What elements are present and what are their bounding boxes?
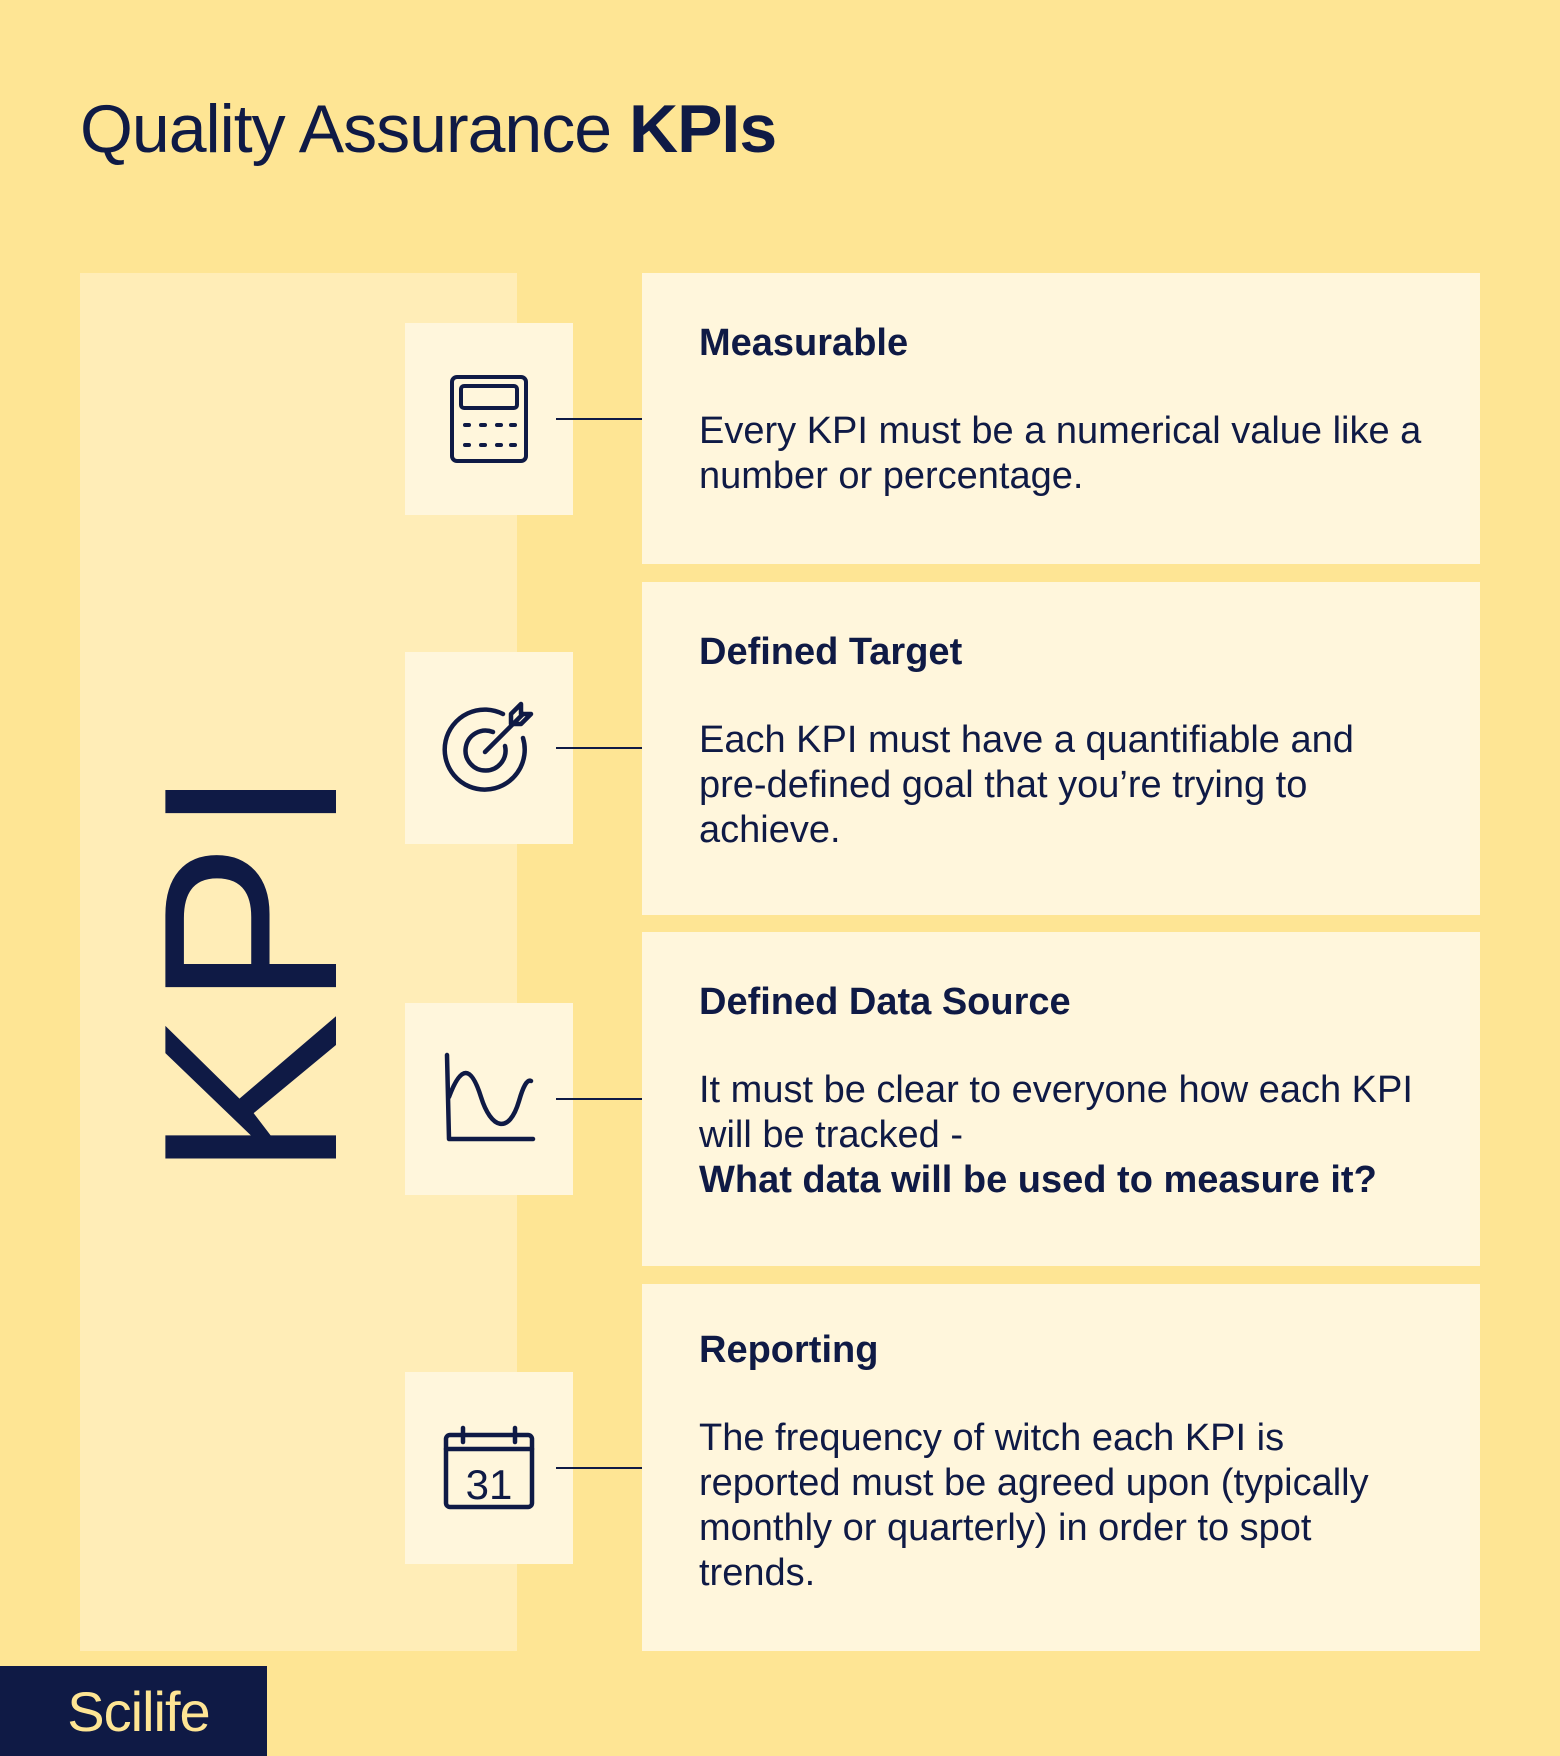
line-chart-icon xyxy=(441,1051,537,1147)
brand-logo: Scilife xyxy=(0,1666,267,1756)
card-title: Defined Target xyxy=(699,631,963,673)
card-body-text: Each KPI must have a quantifiable and pre-defined goal that you’re trying to achieve. xyxy=(699,718,1354,851)
card-body xyxy=(699,718,1424,853)
icon-box-data-source xyxy=(405,1003,573,1195)
card-measurable xyxy=(642,273,1480,564)
connector-line xyxy=(556,747,655,749)
card-defined-data-source xyxy=(642,932,1480,1266)
connector-line xyxy=(556,1098,655,1100)
card-body-text: Every KPI must be a numerical value like a number or percentage. xyxy=(699,409,1422,497)
calendar-day-number: 31 xyxy=(465,1461,513,1508)
calendar-icon xyxy=(441,1425,537,1511)
icon-box-measurable xyxy=(405,323,573,515)
title-bold: KPIs xyxy=(628,91,777,167)
target-icon xyxy=(441,700,537,796)
icon-box-defined-target xyxy=(405,652,573,844)
card-body-text: It must be clear to everyone how each KPI will be tracked - xyxy=(699,1068,1413,1156)
card-title: Reporting xyxy=(699,1329,879,1371)
card-title: Defined Data Source xyxy=(699,981,1071,1023)
connector-line xyxy=(556,418,655,420)
page-title xyxy=(80,90,776,168)
card-title: Measurable xyxy=(699,322,909,364)
kpi-vertical-label: KPI xyxy=(111,761,389,1179)
card-body-text: The frequency of witch each KPI is reported must be agreed upon (typically monthly or quarterly) in order to spot trends. xyxy=(699,1416,1369,1594)
card-body-question: What data will be used to measure it? xyxy=(699,1158,1377,1201)
title-regular: Quality Assurance xyxy=(80,91,612,167)
card-defined-target xyxy=(642,582,1480,915)
card-body xyxy=(699,409,1424,499)
card-reporting xyxy=(642,1284,1480,1651)
connector-line xyxy=(556,1467,655,1469)
calculator-icon xyxy=(447,373,531,465)
icon-box-reporting xyxy=(405,1372,573,1564)
card-body xyxy=(699,1068,1424,1203)
card-body xyxy=(699,1416,1424,1596)
